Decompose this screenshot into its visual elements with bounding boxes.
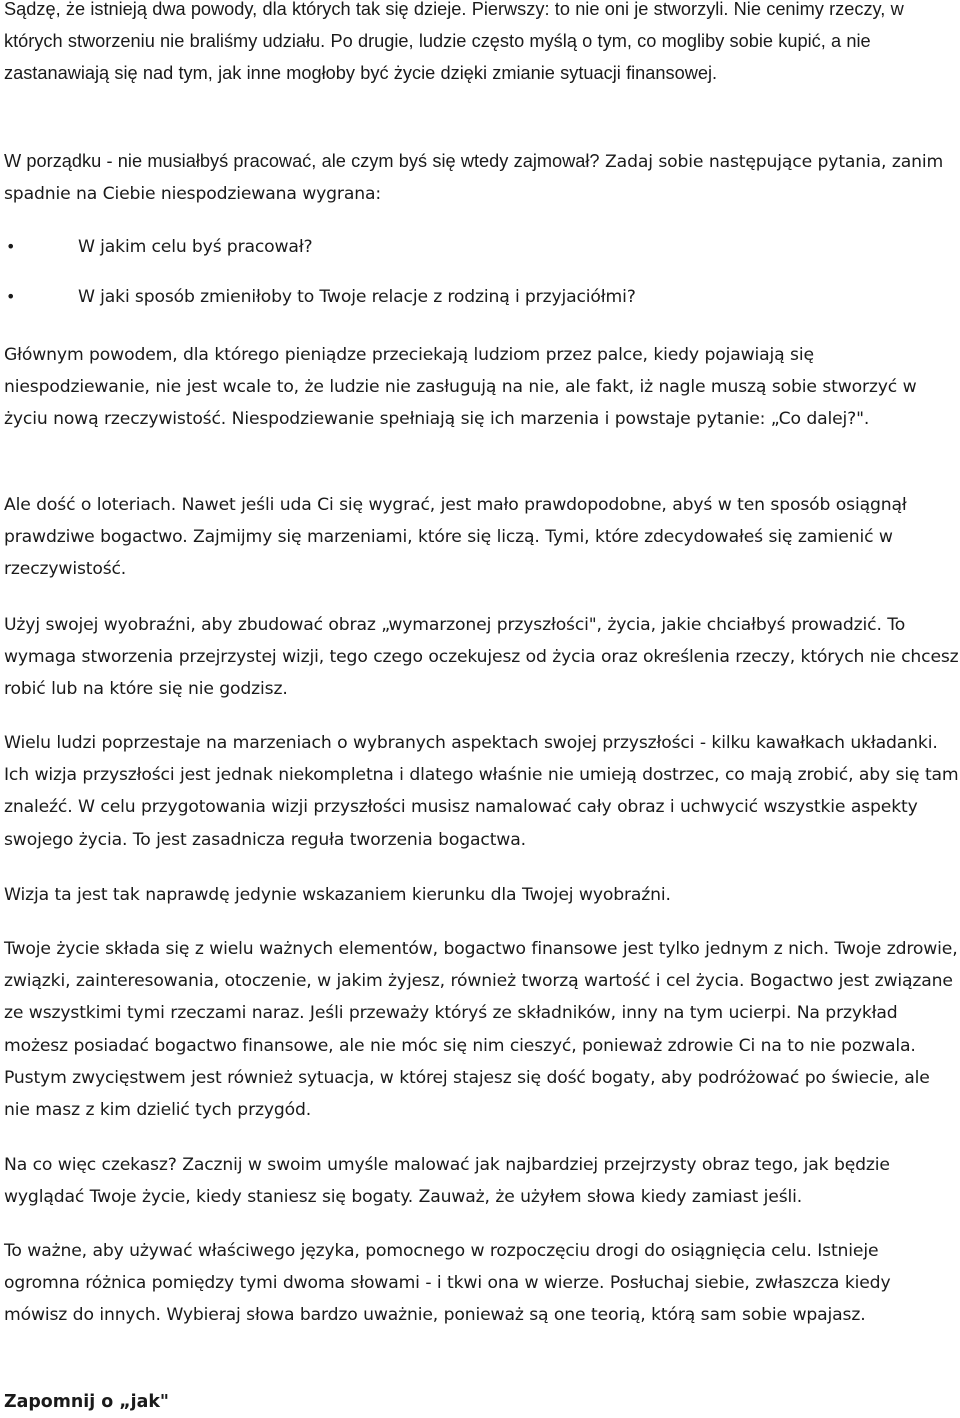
paragraph-questions-rest: Zadaj sobie następujące pytania, zanim spadnie na Ciebie niespodziewana wygrana:: [4, 152, 944, 205]
question-list: [4, 231, 954, 331]
paragraph-questions-lead: W porządku - nie musiałbyś pracować, ale czym byś się wtedy zajmował?: [4, 151, 600, 171]
paragraph-lotteries: Ale dość o loteriach. Nawet jeśli uda Ci się wygrać, jest mało prawdopodobne, abyś w ten sposób osiągnął prawdziwe bogactwo. Zajmijmy się marzeniami, które się liczą. Tymi, które zdecydowałeś się zamienić w rzeczywistość.: [4, 495, 907, 580]
paragraph-reasons: Sądzę, że istnieją dwa powody, dla których tak się dzieje. Pierwszy: to nie oni je stworzyli. Nie cenimy rzeczy, w których stworzeniu nie braliśmy udziału. Po drugie, ludzie często myślą o tym, co mogliby sobie kupić, a nie zastanawiają się nad tym, jak inne mogłoby być życie dzięki zmianie sytuacji finansowej.: [4, 0, 904, 84]
paragraph-direction: Wizja ta jest tak naprawdę jedynie wskazaniem kierunku dla Twojej wyobraźni.: [4, 885, 671, 905]
paragraph-vision: Wielu ludzi poprzestaje na marzeniach o wybranych aspektach swojej przyszłości - kilku kawałkach układanki. Ich wizja przyszłości jest jednak niekompletna i dlatego właśnie nie umieją dostrzec, co mają zrobić, aby się tam znaleźć. W celu przygotowania wizji przyszłości musisz namalować cały obraz i uchwycić wszystkie aspekty swojego życia. To jest zasadnicza reguła tworzenia bogactwa.: [4, 733, 959, 850]
list-item-text: W jakim celu byś pracował?: [78, 237, 313, 257]
bullet-marker: •: [6, 237, 16, 256]
paragraph-questions-intro: [4, 145, 954, 210]
bullet-marker: •: [6, 287, 16, 306]
paragraph-language: To ważne, aby używać właściwego języka, pomocnego w rozpoczęciu drogi do osiągnięcia celu. Istnieje ogromna różnica pomiędzy tymi dwoma słowami - i tkwi ona w wierze. Posłuchaj siebie, zwłaszcza kiedy mówisz do innych. Wybieraj słowa bardzo uważnie, ponieważ są one teorią, którą sam sobie wpajasz.: [4, 1241, 891, 1326]
paragraph-main-reason: [4, 339, 959, 436]
list-item: [4, 231, 954, 281]
paragraph-imagination: Użyj swojej wyobraźni, aby zbudować obraz „wymarzonej przyszłości", życia, jakie chciałbyś prowadzić. To wymaga stworzenia przejrzystej wizji, tego czego oczekujesz od życia oraz określenia rzeczy, których nie chcesz robić lub na które się nie godzisz.: [4, 615, 959, 700]
list-item: [4, 281, 954, 331]
list-item-text: W jaki sposób zmieniłoby to Twoje relacje z rodziną i przyjaciółmi?: [78, 287, 636, 307]
paragraph-main-reason-rest: Niespodziewanie spełniają się ich marzenia i powstaje pytanie: „Co dalej?".: [226, 409, 870, 430]
section-heading: Zapomnij o „jak": [4, 1392, 169, 1412]
paragraph-main-reason-lead: Głównym powodem, dla którego pieniądze przeciekają ludziom przez palce, kiedy pojawiają się niespodziewanie, nie jest wcale to, że ludzie nie zasługują na nie, ale fakt, iż nagle muszą sobie stworzyć w życiu nową rzeczywistość.: [4, 345, 917, 430]
paragraph-life-elements: Twoje życie składa się z wielu ważnych elementów, bogactwo finansowe jest tylko jednym z nich. Twoje zdrowie, związki, zainteresowania, otoczenie, w jakim żyjesz, również tworzą wartość i cel życia. Bogactwo jest związane ze wszystkimi tymi rzeczami naraz. Jeśli przeważy któryś ze składników, inny na tym ucierpi. Na przykład możesz posiadać bogactwo finansowe, ale nie móc się nim cieszyć, ponieważ zdrowie Ci na to nie pozwala. Pustym zwycięstwem jest również sytuacja, w której stajesz się dość bogaty, aby podróżować po świecie, ale nie masz z kim dzielić tych przygód.: [4, 939, 958, 1121]
paragraph-what-are-you-waiting: Na co więc czekasz? Zacznij w swoim umyśle malować jak najbardziej przejrzysty obraz tego, jak będzie wyglądać Twoje życie, kiedy staniesz się bogaty. Zauważ, że użyłem słowa kiedy zamiast jeśli.: [4, 1155, 890, 1208]
